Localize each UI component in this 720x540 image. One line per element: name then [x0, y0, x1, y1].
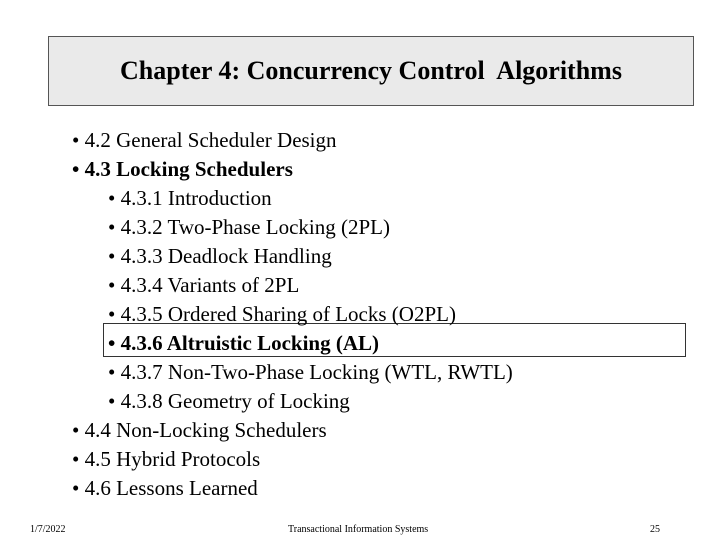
footer-page-number: 25	[650, 524, 660, 535]
outline-item: • 4.3.4 Variants of 2PL	[108, 273, 300, 297]
outline-item-current: • 4.3.6 Altruistic Locking (AL)	[108, 331, 380, 355]
outline-item: • 4.6 Lessons Learned	[72, 476, 258, 500]
outline-item: • 4.2 General Scheduler Design	[72, 128, 337, 152]
outline-item: • 4.3.5 Ordered Sharing of Locks (O2PL)	[108, 302, 456, 326]
footer-title: Transactional Information Systems	[288, 524, 429, 535]
slide-title-box	[48, 36, 694, 106]
outline-item: • 4.3.2 Two-Phase Locking (2PL)	[108, 215, 390, 239]
outline-item: • 4.3.1 Introduction	[108, 186, 272, 210]
outline-item: • 4.3.3 Deadlock Handling	[108, 244, 332, 268]
outline-item: • 4.4 Non-Locking Schedulers	[72, 418, 327, 442]
footer-date: 1/7/2022	[30, 524, 66, 535]
outline-item: • 4.3.7 Non-Two-Phase Locking (WTL, RWTL)	[108, 360, 513, 384]
outline-item: • 4.3 Locking Schedulers	[72, 157, 293, 181]
outline-item: • 4.3.8 Geometry of Locking	[108, 389, 350, 413]
outline-item: • 4.5 Hybrid Protocols	[72, 447, 261, 471]
slide-title: Chapter 4: Concurrency Control Algorithms	[120, 56, 622, 85]
